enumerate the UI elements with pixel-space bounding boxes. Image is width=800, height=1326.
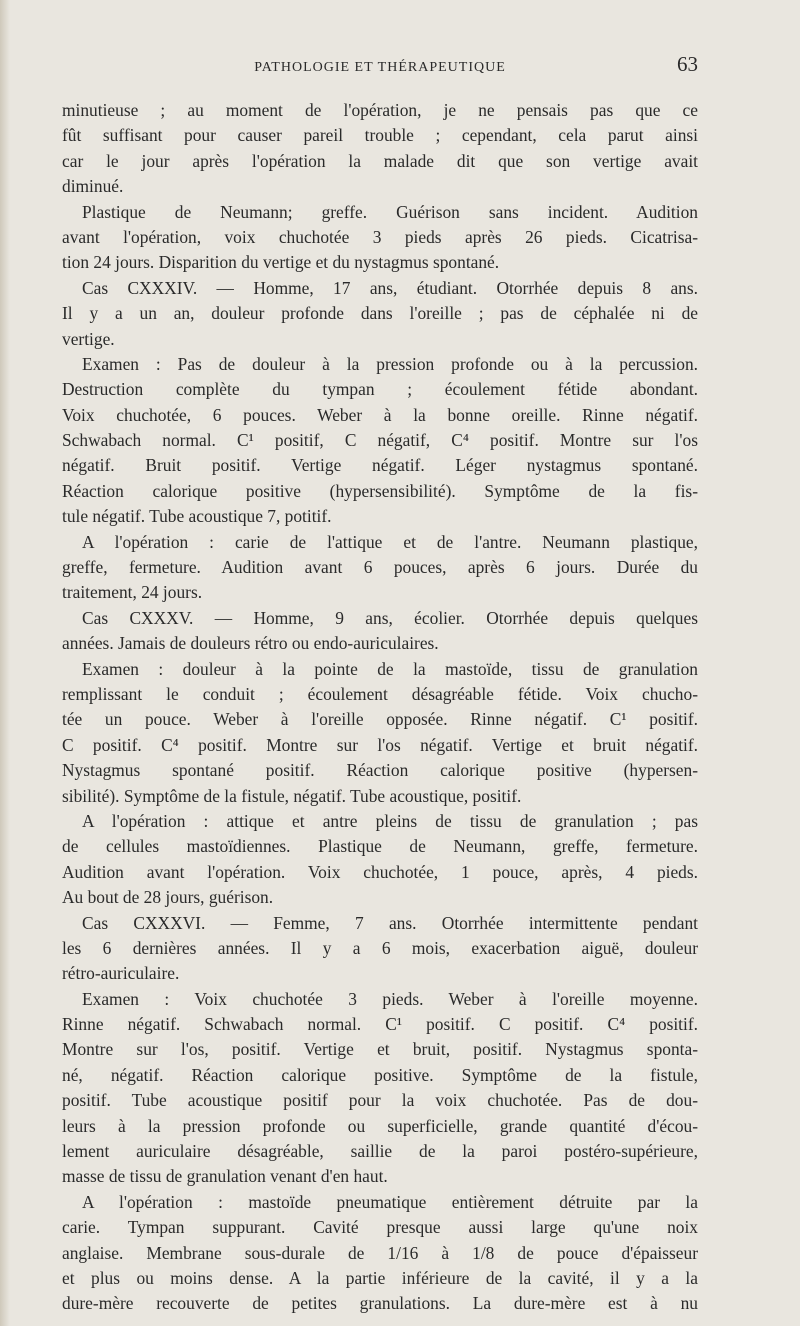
text-line: Destruction complète du tympan ; écoulement fétide abondant.: [62, 379, 698, 400]
text-line: greffe, fermeture. Audition avant 6 pouces, après 6 jours. Durée du: [62, 557, 698, 578]
text-line: tule négatif. Tube acoustique 7, potitif.: [62, 506, 332, 527]
text-line: lement auriculaire désagréable, saillie de la paroi postéro-supérieure,: [62, 1141, 698, 1162]
text-line: fût suffisant pour causer pareil trouble ; cependant, cela parut ainsi: [62, 125, 698, 146]
text-line: Plastique de Neumann; greffe. Guérison sans incident. Audition: [82, 201, 698, 222]
text-line: sibilité). Symptôme de la fistule, négatif. Tube acoustique, positif.: [62, 785, 522, 806]
text-line: Cas CXXXVI. — Femme, 7 ans. Otorrhée intermittente pendant: [82, 912, 698, 933]
text-line: A l'opération : attique et antre pleins de tissu de granulation ; pas: [82, 810, 698, 831]
text-line: Cas CXXXV. — Homme, 9 ans, écolier. Otorrhée depuis quelques: [82, 607, 698, 628]
text-line: traitement, 24 jours.: [62, 582, 203, 603]
text-line: A l'opération : carie de l'attique et de l'antre. Neumann plastique,: [82, 531, 698, 552]
text-line: rétro-auriculaire.: [62, 963, 180, 984]
text-line: de cellules mastoïdiennes. Plastique de Neumann, greffe, fermeture.: [62, 836, 698, 857]
text-line: Schwabach normal. C¹ positif, C négatif, C⁴ positif. Montre sur l'os: [62, 430, 698, 451]
text-line: Cas CXXXIV. — Homme, 17 ans, étudiant. Otorrhée depuis 8 ans.: [82, 277, 698, 298]
text-line: avant l'opération, voix chuchotée 3 pieds après 26 pieds. Cicatrisa-: [62, 226, 698, 247]
page-header: [62, 52, 698, 86]
text-line: et plus ou moins dense. A la partie inférieure de la cavité, il y a la: [62, 1267, 698, 1288]
text-line: A l'opération : mastoïde pneumatique entièrement détruite par la: [82, 1191, 698, 1212]
text-line: car le jour après l'opération la malade dit que son vertige avait: [62, 150, 698, 171]
text-line: Examen : Pas de douleur à la pression profonde ou à la percussion.: [82, 353, 698, 374]
text-line: Audition avant l'opération. Voix chuchotée, 1 pouce, après, 4 pieds.: [62, 861, 698, 882]
text-line: Voix chuchotée, 6 pouces. Weber à la bonne oreille. Rinne négatif.: [62, 404, 698, 425]
text-line: anglaise. Membrane sous-durale de 1/16 à 1/8 de pouce d'épaisseur: [62, 1242, 698, 1263]
text-line: Examen : Voix chuchotée 3 pieds. Weber à l'oreille moyenne.: [82, 988, 698, 1009]
text-line: C positif. C⁴ positif. Montre sur l'os négatif. Vertige et bruit négatif.: [62, 734, 698, 755]
text-line: positif. Tube acoustique positif pour la voix chuchotée. Pas de dou-: [62, 1090, 698, 1111]
text-line: Rinne négatif. Schwabach normal. C¹ positif. C positif. C⁴ positif.: [62, 1014, 698, 1035]
text-line: minutieuse ; au moment de l'opération, je ne pensais pas que ce: [62, 100, 698, 120]
body-text: [62, 98, 698, 1317]
text-line: tion 24 jours. Disparition du vertige et du nystagmus spontané.: [62, 252, 500, 273]
text-line: vertige.: [62, 328, 115, 349]
text-line: Réaction calorique positive (hypersensibilité). Symptôme de la fis-: [62, 480, 698, 501]
text-line: diminué.: [62, 176, 124, 197]
text-line: remplissant le conduit ; écoulement désagréable fétide. Voix chucho-: [62, 683, 698, 704]
text-line: Nystagmus spontané positif. Réaction calorique positive (hypersen-: [62, 760, 698, 781]
text-line: masse de tissu de granulation venant d'en haut.: [62, 1166, 388, 1187]
text-line: Au bout de 28 jours, guérison.: [62, 887, 274, 908]
text-line: tée un pouce. Weber à l'oreille opposée. Rinne négatif. C¹ positif.: [62, 709, 698, 730]
page-number: 63: [677, 52, 698, 76]
book-page: [62, 52, 698, 1317]
text-line: années. Jamais de douleurs rétro ou endo-auriculaires.: [62, 633, 439, 654]
text-line: Examen : douleur à la pointe de la mastoïde, tissu de granulation: [82, 658, 698, 679]
page-edge: [0, 0, 10, 1326]
text-line: carie. Tympan suppurant. Cavité presque aussi large qu'une noix: [62, 1217, 698, 1238]
text-line: Il y a un an, douleur profonde dans l'oreille ; pas de céphalée ni de: [62, 303, 698, 324]
text-line: leurs à la pression profonde ou superficielle, grande quantité d'écou-: [62, 1115, 698, 1136]
text-line: né, négatif. Réaction calorique positive. Symptôme de la fistule,: [62, 1064, 698, 1085]
text-line: Montre sur l'os, positif. Vertige et bruit, positif. Nystagmus sponta-: [62, 1039, 698, 1060]
running-title: PATHOLOGIE ET THÉRAPEUTIQUE: [254, 60, 506, 75]
text-line: négatif. Bruit positif. Vertige négatif. Léger nystagmus spontané.: [62, 455, 698, 476]
text-line: dure-mère recouverte de petites granulations. La dure-mère est à nu: [62, 1293, 698, 1314]
text-line: les 6 dernières années. Il y a 6 mois, exacerbation aiguë, douleur: [62, 937, 698, 958]
